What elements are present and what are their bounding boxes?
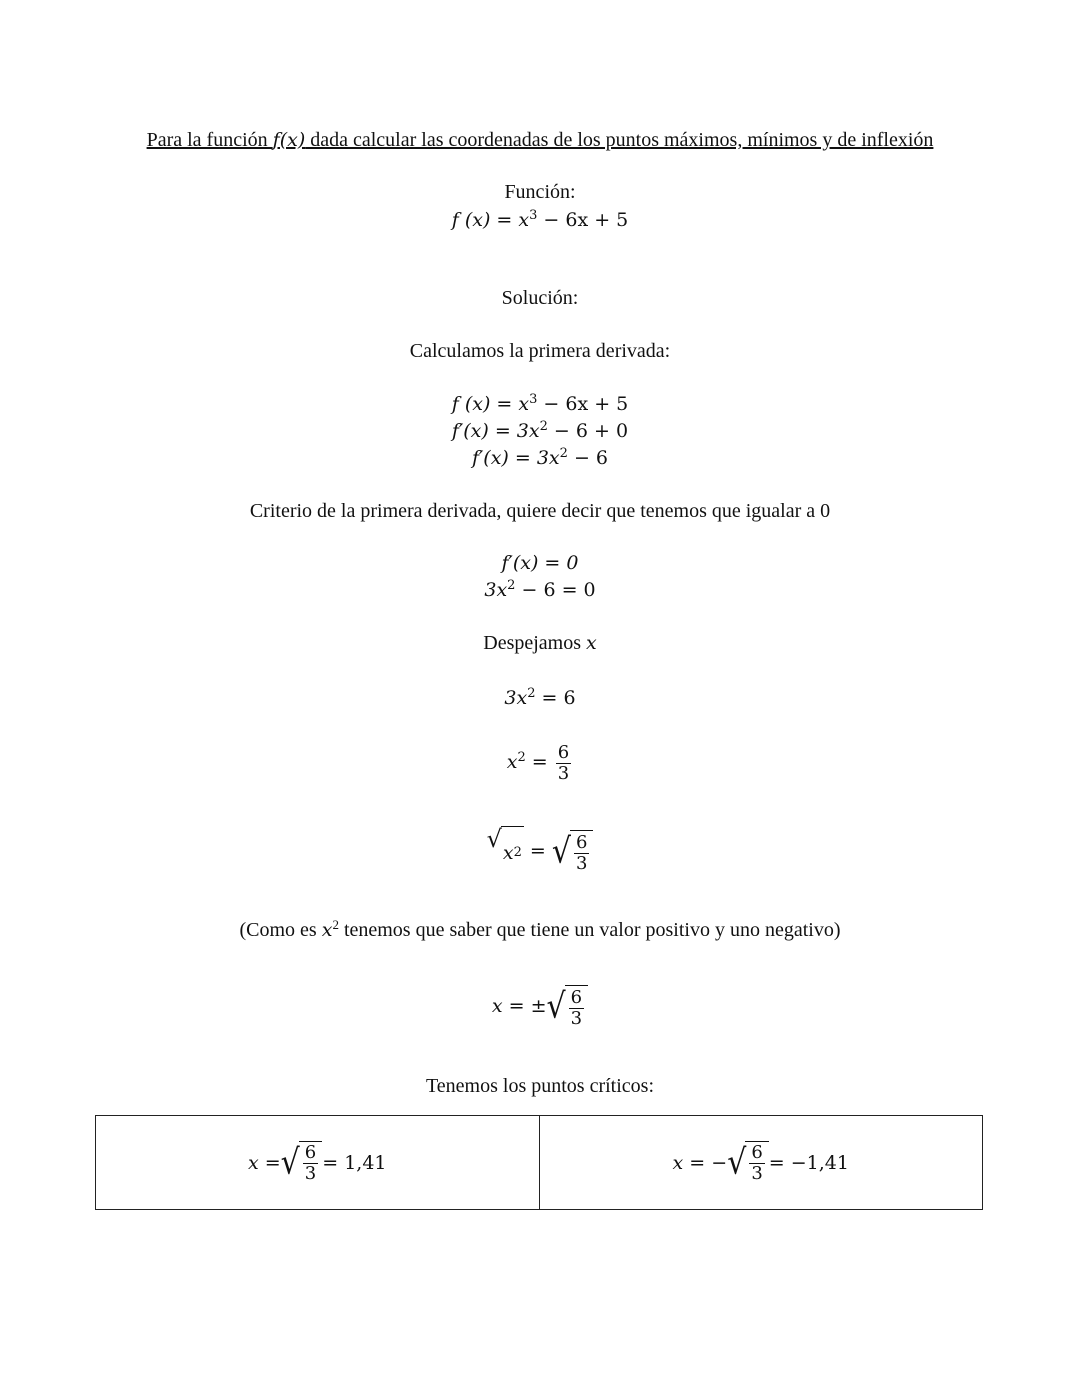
fraction-six-thirds — [303, 1143, 318, 1184]
square-root-fraction — [727, 1141, 769, 1185]
derivada-line-1 — [0, 392, 1080, 416]
square-root-x-squared: √ x 2 — [487, 826, 524, 878]
derivada-line-1-rhs: − 6x + 5 — [537, 393, 629, 415]
despeje-var: x — [586, 632, 597, 654]
fraction-denominator: 3 — [575, 852, 588, 874]
radical-sign-icon: √ — [280, 1141, 300, 1183]
derivada-line-2-lhs: f′(x) = 3x — [451, 420, 540, 442]
critico-result: = 1,41 — [322, 1151, 387, 1174]
fraction-denominator: 3 — [751, 1163, 763, 1184]
fraction-six-thirds — [574, 833, 589, 874]
exponent-square: 2 — [517, 750, 526, 765]
criticos-label: Tenemos los puntos críticos: — [425, 1075, 655, 1097]
nota-text — [0, 918, 1080, 942]
fraction-numerator: 6 — [557, 741, 570, 763]
nota-post: tenemos que saber que tiene un valor positivo y uno negativo) — [338, 919, 841, 941]
funcion-label: Función: — [504, 181, 576, 203]
fraction-six-thirds — [569, 988, 584, 1029]
derivada-line-1-lhs: f (x) = x — [451, 393, 530, 415]
fraction-six-thirds — [556, 743, 571, 784]
derivada-label: Calculamos la primera derivada: — [409, 340, 671, 362]
exponent-cube: 3 — [529, 392, 538, 407]
fraction-denominator: 3 — [557, 762, 570, 784]
critico-lhs: x = − — [672, 1151, 728, 1174]
derivada-line-2 — [0, 419, 1080, 443]
despeje-eq-2-equals: = — [525, 751, 554, 773]
fraction-numerator: 6 — [304, 1142, 317, 1163]
despeje-eq-2 — [0, 740, 1080, 784]
despeje-eq-3-equals: = — [523, 840, 552, 862]
despeje-label-text: Despejamos — [483, 632, 587, 654]
fraction-numerator: 6 — [575, 831, 588, 853]
radicand-var: x — [502, 842, 514, 864]
fraction-denominator: 3 — [304, 1163, 317, 1184]
criticos-cell-positive — [96, 1116, 539, 1209]
derivada-line-3-rhs: − 6 — [567, 447, 609, 469]
exponent-square: 2 — [539, 419, 548, 434]
exponent-square: 2 — [559, 446, 568, 461]
title-pre: Para la función — [146, 129, 273, 151]
derivada-line-2-rhs: − 6 + 0 — [547, 420, 629, 442]
despeje-eq-1-rhs: = 6 — [535, 687, 576, 709]
exponent-square: 2 — [527, 686, 536, 701]
fraction-numerator: 6 — [751, 1142, 763, 1163]
criterio-eq-2-rhs: − 6 = 0 — [515, 579, 596, 601]
fraction-denominator: 3 — [570, 1007, 583, 1029]
square-root-fraction — [552, 830, 594, 874]
despeje-eq-2-lhs: x — [506, 751, 518, 773]
nota-var: x — [321, 919, 333, 941]
solucion-x-lhs: x = ± — [491, 995, 547, 1017]
critico-lhs: x = — [247, 1151, 281, 1174]
exponent-square: 2 — [332, 917, 339, 932]
radical-sign-icon: √ — [727, 1141, 747, 1183]
solucion-label: Solución: — [501, 287, 579, 309]
square-root-fraction — [547, 985, 589, 1029]
despeje-eq-3 — [0, 826, 1080, 880]
critico-result: = −1,41 — [768, 1151, 849, 1174]
radical-sign-icon: √ — [486, 825, 502, 853]
nota-pre: (Como es — [239, 919, 322, 941]
criticos-table — [95, 1115, 983, 1210]
funcion-expression — [0, 208, 1080, 232]
exponent-cube: 3 — [529, 208, 538, 223]
title-post: dada calcular las coordenadas de los puntos máximos, mínimos y de inflexión — [305, 129, 934, 151]
funcion-expr-lhs: f (x) = x — [451, 209, 530, 231]
despeje-label — [0, 631, 1080, 655]
exponent-square: 2 — [507, 578, 516, 593]
criterio-label: Criterio de la primera derivada, quiere decir que tenemos que igualar a 0 — [249, 500, 831, 522]
solucion-x — [0, 976, 1080, 1040]
radical-sign-icon: √ — [551, 831, 571, 872]
fraction-numerator: 6 — [570, 986, 583, 1008]
radical-sign-icon: √ — [546, 986, 566, 1027]
derivada-line-3 — [0, 446, 1080, 470]
title-function: f(x) — [272, 129, 306, 151]
page-title — [0, 128, 1080, 152]
criticos-cell-negative — [539, 1116, 983, 1209]
criterio-eq-2 — [0, 578, 1080, 602]
criterio-eq-1: f′(x) = 0 — [501, 552, 579, 574]
criterio-eq-2-lhs: 3x — [484, 579, 508, 601]
fraction-six-thirds — [749, 1143, 764, 1184]
derivada-line-3-lhs: f′(x) = 3x — [471, 447, 560, 469]
funcion-expr-rhs: − 6x + 5 — [537, 209, 629, 231]
despeje-eq-1-lhs: 3x — [504, 687, 528, 709]
square-root-fraction — [281, 1141, 323, 1185]
despeje-eq-1 — [0, 686, 1080, 710]
